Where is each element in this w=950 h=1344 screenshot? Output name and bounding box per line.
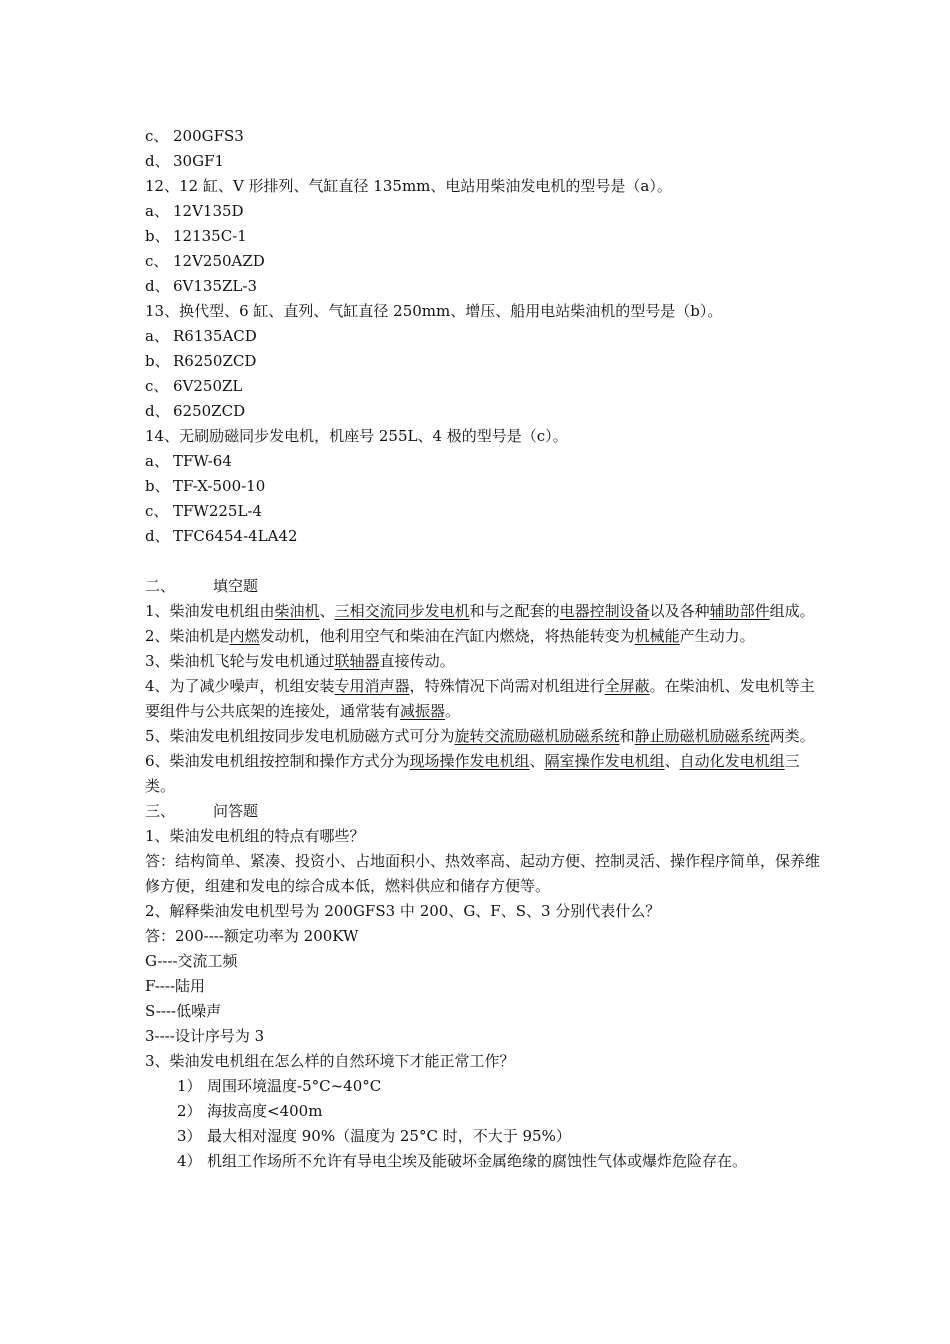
blank-answer: 辅助部件 [709,602,770,620]
option-b: b、 TF-X-500-10 [145,477,266,495]
fill-item-1: 1、柴油发电机组由柴油机、三相交流同步发电机和与之配套的电器控制设备以及各种辅助部件组成。 [145,602,815,620]
qa-answer-1: 答：结构简单、紧凑、投资小、占地面积小、热效率高、起动方便、控制灵活、操作程序简单，保养维修方便，组建和发电的综合成本低，燃料供应和储存方便等。 [145,852,821,895]
blank-line [145,549,820,574]
qa-answer-2-line: 答：200----额定功率为 200KW [145,927,359,945]
option-c: c、 200GFS3 [145,127,244,145]
qa-answer-2-line: S----低噪声 [145,1002,222,1020]
blank-answer: 旋转交流励磁机励磁系统 [454,727,620,745]
option-d: d、 TFC6454-4LA42 [145,527,298,545]
fill-item-4: 4、为了减少噪声，机组安装专用消声器，特殊情况下尚需对机组进行全屏蔽。在柴油机、发电机等主要组件与公共底架的连接处，通常装有减振器。 [145,677,815,720]
option-a: a、 12V135D [145,202,244,220]
option-c: c、 TFW225L-4 [145,502,263,520]
qa-answer-2-line: G----交流工频 [145,952,238,970]
blank-answer: 静止励磁机励磁系统 [634,727,770,745]
fill-item-5: 5、柴油发电机组按同步发电机励磁方式可分为旋转交流励磁机励磁系统和静止励磁机励磁系统两类。 [145,727,815,745]
fill-item-6: 6、柴油发电机组按控制和操作方式分为现场操作发电机组、隔室操作发电机组、自动化发电机组三类。 [145,752,800,795]
question-14-stem: 14、无刷励磁同步发电机，机座号 255L、4 极的型号是（c）。 [145,427,568,445]
qa-question-1: 1、柴油发电机组的特点有哪些？ [145,827,365,845]
option-d: d、 6V135ZL-3 [145,277,258,295]
option-d: d、 6250ZCD [145,402,246,420]
qa-answer-3-item: 1） 周围环境温度-5°C~40°C [177,1077,382,1095]
blank-answer: 联轴器 [334,652,380,670]
option-d: d、 30GF1 [145,152,225,170]
blank-answer: 隔室操作发电机组 [544,752,665,770]
question-12-stem: 12、12 缸、V 形排列、气缸直径 135mm、电站用柴油发电机的型号是（a）。 [145,177,672,195]
blank-answer: 三相交流同步发电机 [334,602,470,620]
qa-answer-3-item: 2） 海拔高度<400m [177,1102,323,1120]
option-a: a、 R6135ACD [145,327,257,345]
option-a: a、 TFW-64 [145,452,232,470]
blank-answer: 柴油机 [274,602,320,620]
qa-answer-3-item: 4） 机组工作场所不允许有导电尘埃及能破坏金属绝缘的腐蚀性气体或爆炸危险存在。 [177,1152,748,1170]
qa-answer-3-item: 3） 最大相对湿度 90%（温度为 25°C 时，不大于 95%） [177,1127,571,1145]
qa-question-2: 2、解释柴油发电机型号为 200GFS3 中 200、G、F、S、3 分别代表什么？ [145,902,661,920]
section-heading-fill: 二、 填空题 [145,577,259,595]
option-c: c、 12V250AZD [145,252,265,270]
blank-answer: 专用消声器 [334,677,410,695]
blank-answer: 自动化发电机组 [679,752,785,770]
qa-answer-2-line: 3----设计序号为 3 [145,1027,265,1045]
option-c: c、 6V250ZL [145,377,243,395]
section-heading-qa: 三、 问答题 [145,802,259,820]
blank-answer: 全屏蔽 [604,677,650,695]
option-b: b、 R6250ZCD [145,352,257,370]
qa-answer-2-line: F----陆用 [145,977,206,995]
blank-answer: 内燃 [229,627,260,645]
blank-answer: 电器控制设备 [559,602,650,620]
question-13-stem: 13、换代型、6 缸、直列、气缸直径 250mm、增压、船用电站柴油机的型号是（b）。 [145,302,723,320]
blank-answer: 现场操作发电机组 [409,752,530,770]
blank-answer: 减振器 [400,702,446,720]
fill-item-2: 2、柴油机是内燃发动机，他利用空气和柴油在汽缸内燃烧，将热能转变为机械能产生动力。 [145,627,755,645]
qa-question-3: 3、柴油发电机组在怎么样的自然环境下才能正常工作？ [145,1052,515,1070]
blank-answer: 机械能 [634,627,680,645]
option-b: b、 12135C-1 [145,227,247,245]
fill-item-3: 3、柴油机飞轮与发电机通过联轴器直接传动。 [145,652,455,670]
